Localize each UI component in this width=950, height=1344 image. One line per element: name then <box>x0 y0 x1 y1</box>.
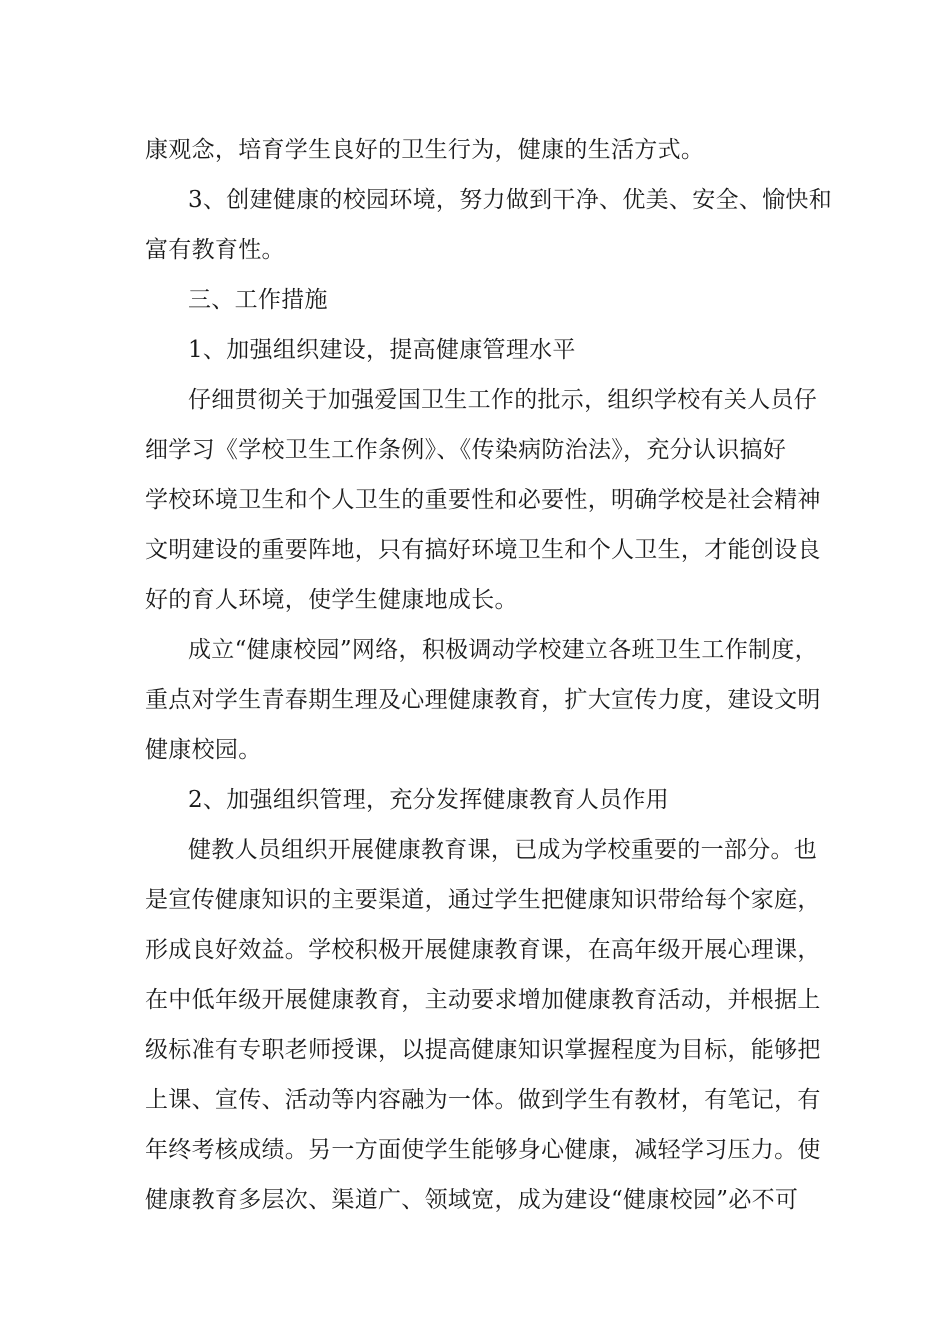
subsection-heading: 1、加强组织建设，提高健康管理水平 <box>188 337 576 363</box>
text-line: 是宣传健康知识的主要渠道，通过学生把健康知识带给每个家庭， <box>145 887 821 913</box>
text-line: 成立“健康校园”网络，积极调动学校建立各班卫生工作制度， <box>188 637 818 663</box>
text-line: 好的育人环境，使学生健康地成长。 <box>145 587 518 613</box>
text-line: 级标准有专职老师授课，以提高健康知识掌握程度为目标，能够把 <box>145 1037 821 1063</box>
section-heading: 三、工作措施 <box>188 287 328 313</box>
text-line: 学校环境卫生和个人卫生的重要性和必要性，明确学校是社会精神 <box>145 487 821 513</box>
text-line: 健教人员组织开展健康教育课，已成为学校重要的一部分。也 <box>188 837 818 863</box>
text-line: 重点对学生青春期生理及心理健康教育，扩大宣传力度，建设文明 <box>145 687 821 713</box>
text-line: 年终考核成绩。另一方面使学生能够身心健康，减轻学习压力。使 <box>145 1137 821 1163</box>
text-line: 仔细贯彻关于加强爱国卫生工作的批示，组织学校有关人员仔 <box>188 387 818 413</box>
text-line: 上课、宣传、活动等内容融为一体。做到学生有教材，有笔记，有 <box>145 1087 821 1113</box>
text-line: 健康校园。 <box>145 737 262 763</box>
text-line: 健康教育多层次、渠道广、领域宽，成为建设“健康校园”必不可 <box>145 1187 799 1213</box>
text-line: 形成良好效益。学校积极开展健康教育课，在高年级开展心理课， <box>145 937 821 963</box>
text-line: 3、创建健康的校园环境，努力做到干净、优美、安全、愉快和 <box>188 187 833 213</box>
text-line: 文明建设的重要阵地，只有搞好环境卫生和个人卫生，才能创设良 <box>145 537 821 563</box>
text-line: 富有教育性。 <box>145 237 285 263</box>
text-line: 在中低年级开展健康教育，主动要求增加健康教育活动，并根据上 <box>145 987 821 1013</box>
text-line: 细学习《学校卫生工作条例》、《传染病防治法》，充分认识搞好 <box>145 437 787 463</box>
text-line: 康观念，培育学生良好的卫生行为，健康的生活方式。 <box>145 137 705 163</box>
subsection-heading: 2、加强组织管理，充分发挥健康教育人员作用 <box>188 787 669 813</box>
